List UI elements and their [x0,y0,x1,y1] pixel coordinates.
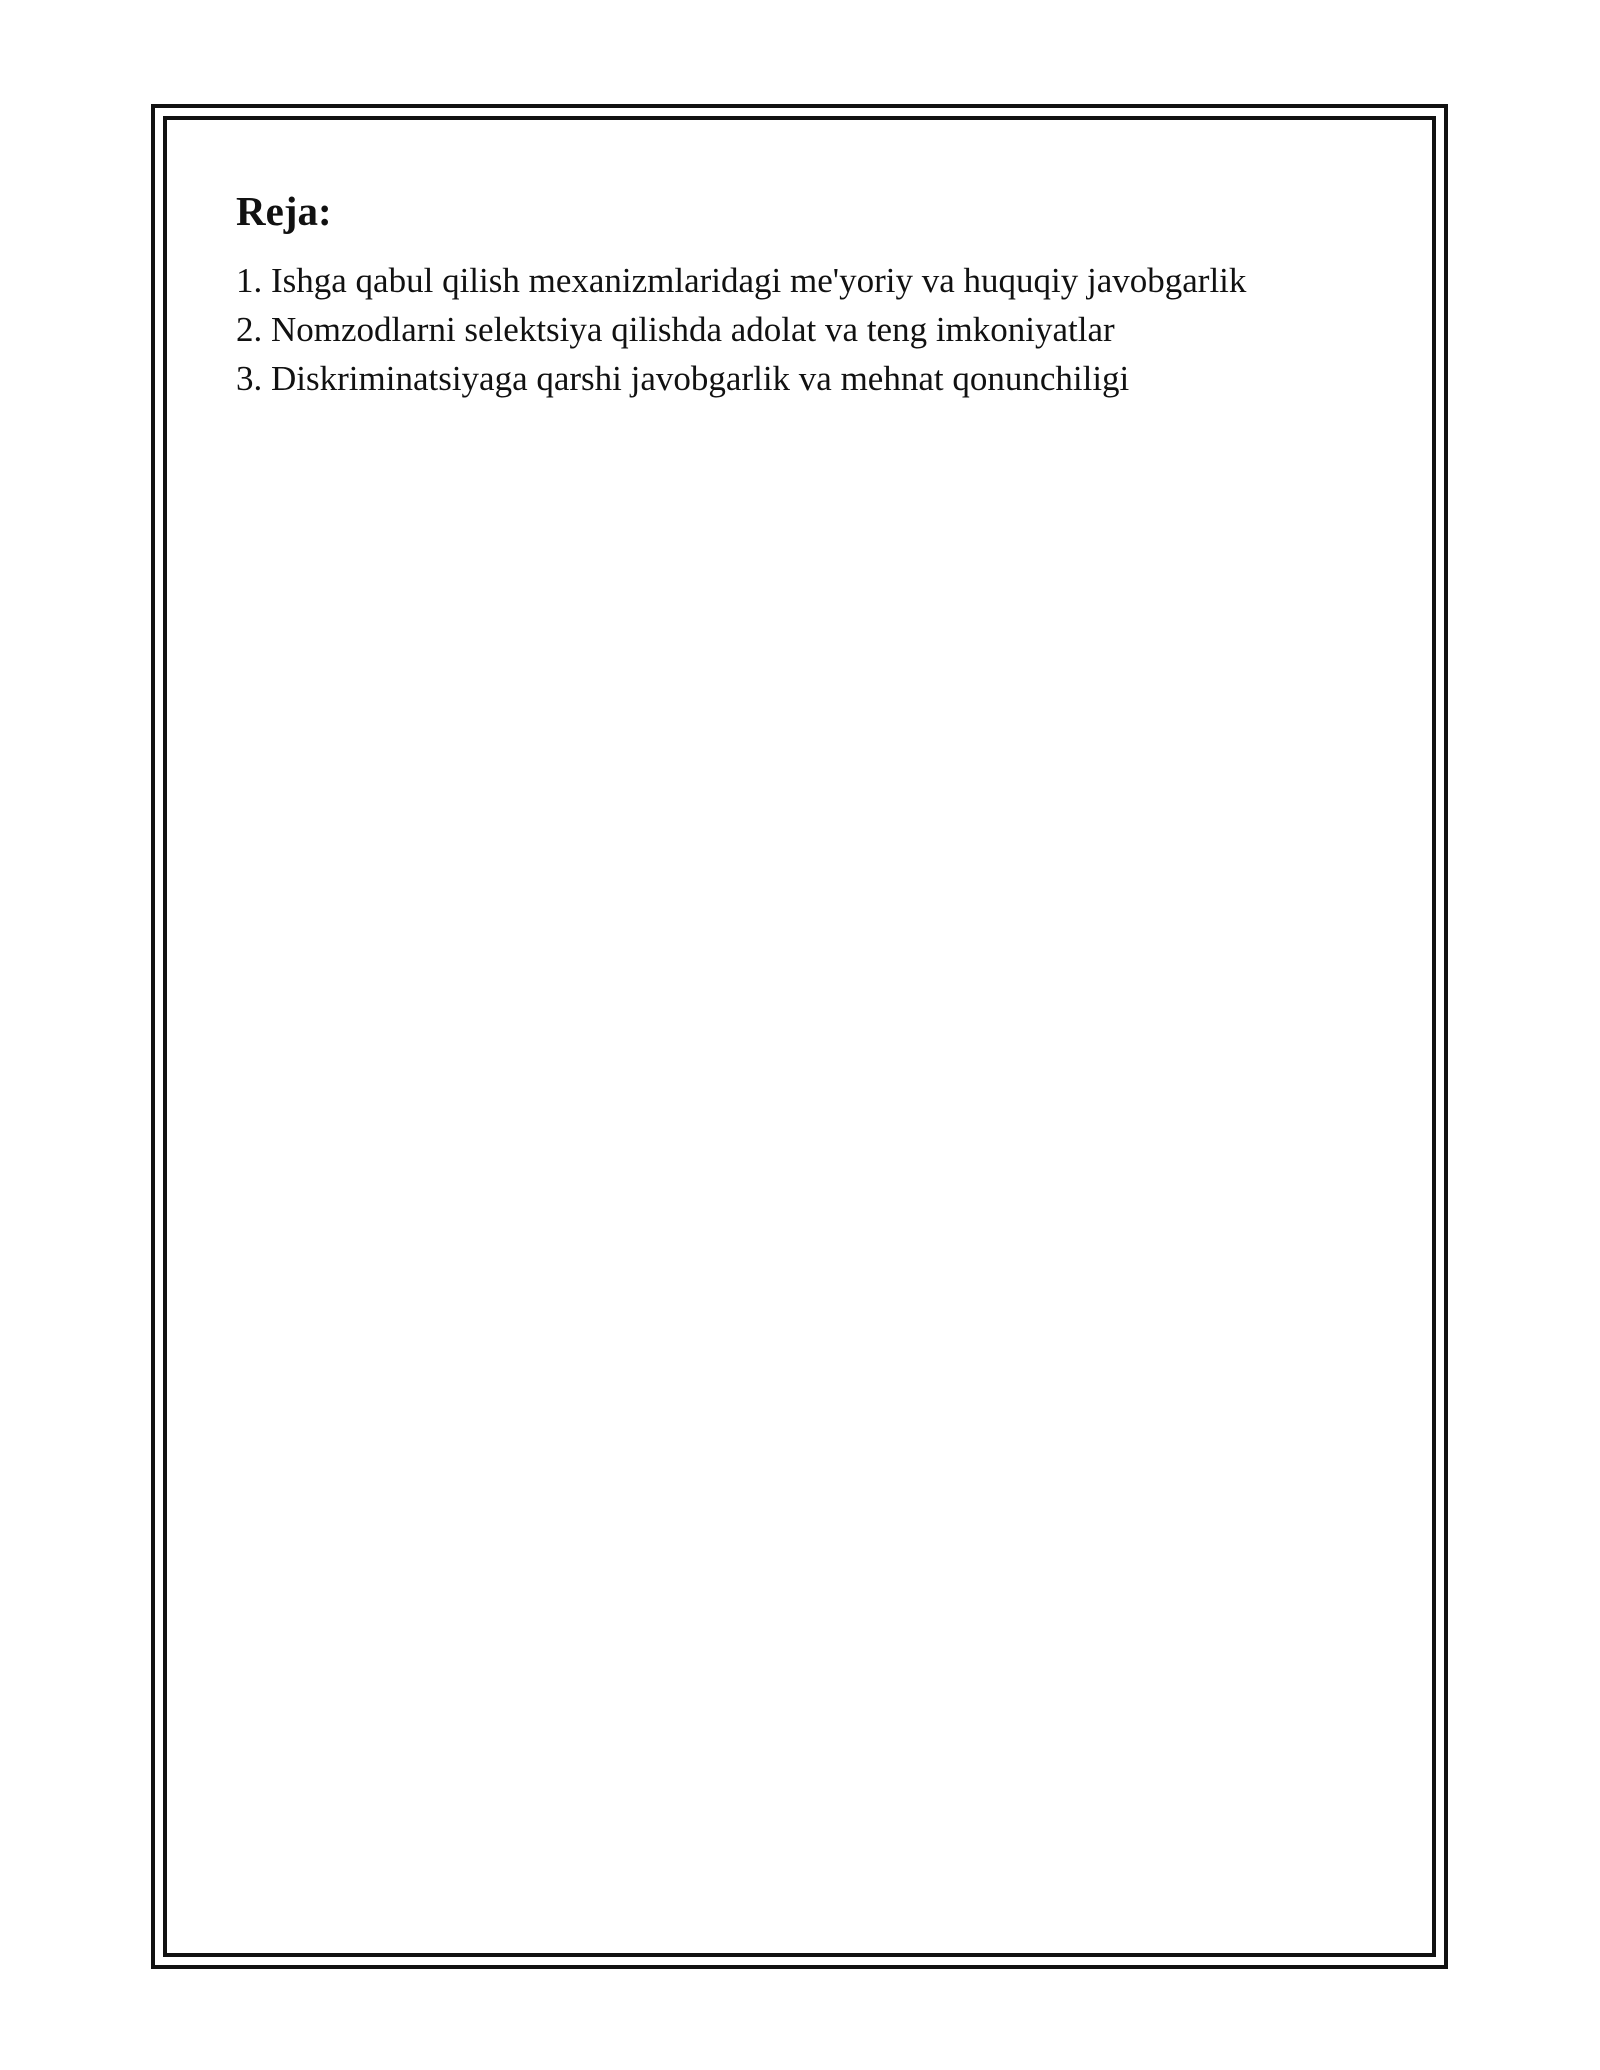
page-content [236,186,1366,403]
plan-heading: Reja: [236,188,332,234]
plan-item-3: 3. Diskriminatsiyaga qarshi javobgarlik va mehnat qonunchiligi [236,359,1130,398]
plan-item-2: 2. Nomzodlarni selektsiya qilishda adolat va teng imkoniyatlar [236,310,1115,349]
plan-item-1: 1. Ishga qabul qilish mexanizmlaridagi me'yoriy va huquqiy javobgarlik [236,261,1247,300]
plan-list [236,256,1366,403]
